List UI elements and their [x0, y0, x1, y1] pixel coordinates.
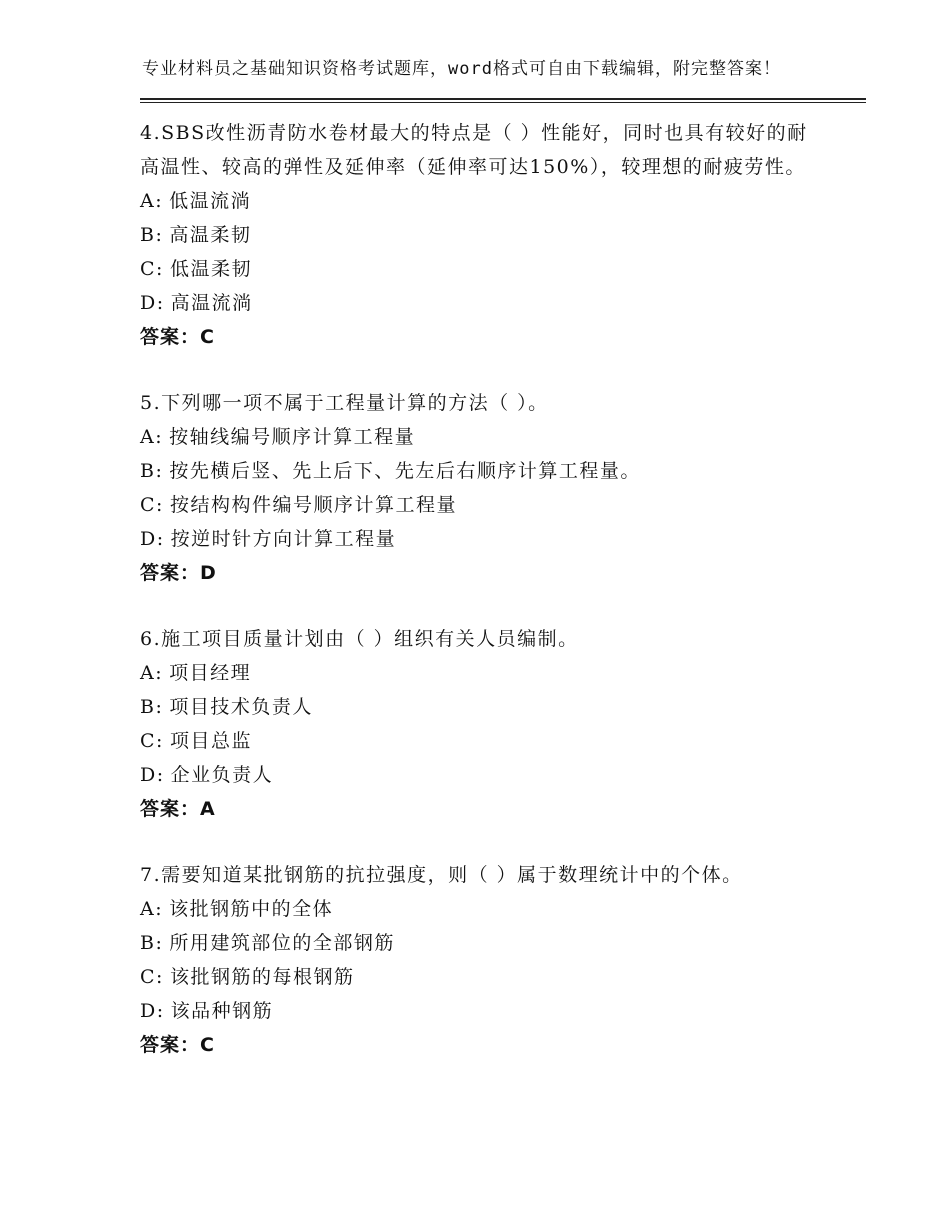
option-b: [140, 454, 820, 488]
option-label: D:: [140, 292, 165, 314]
header-divider-thick: [140, 98, 866, 100]
option-label: B:: [140, 696, 164, 718]
question-stem: 5.下列哪一项不属于工程量计算的方法（ ）。: [140, 392, 549, 414]
question-stem: 7.需要知道某批钢筋的抗拉强度，则（ ）属于数理统计中的个体。: [140, 864, 743, 886]
option-text: 项目经理: [169, 662, 252, 684]
answer-line: 答案：C: [140, 1034, 215, 1056]
option-label: D:: [140, 1000, 165, 1022]
option-a: [140, 184, 820, 218]
option-text: 按逆时针方向计算工程量: [170, 528, 397, 550]
option-text: 项目总监: [169, 730, 252, 752]
option-text: 企业负责人: [170, 764, 274, 786]
option-c: [140, 960, 820, 994]
question-list: [140, 116, 820, 1062]
option-c: [140, 724, 820, 758]
option-a: [140, 656, 820, 690]
option-text: 项目技术负责人: [169, 696, 313, 718]
header-divider-thin: [140, 102, 866, 103]
question-stem: 4.SBS改性沥青防水卷材最大的特点是（ ）性能好，同时也具有较好的耐高温性、较高的弹性及延伸率（延伸率可达150%），较理想的耐疲劳性。: [140, 122, 808, 178]
option-b: [140, 690, 820, 724]
option-label: A:: [140, 662, 164, 684]
question-7: [140, 858, 820, 1062]
option-text: 该批钢筋的每根钢筋: [169, 966, 355, 988]
question-stem: 6.施工项目质量计划由（ ）组织有关人员编制。: [140, 628, 579, 650]
question-6: [140, 622, 820, 826]
option-d: [140, 286, 820, 320]
answer-line: 答案：C: [140, 326, 215, 348]
option-text: 高温柔韧: [169, 224, 252, 246]
answer-line: 答案：D: [140, 562, 217, 584]
option-d: [140, 522, 820, 556]
option-text: 该品种钢筋: [170, 1000, 274, 1022]
option-text: 按结构构件编号顺序计算工程量: [169, 494, 457, 516]
option-text: 按先横后竖、先上后下、先左后右顺序计算工程量。: [169, 460, 641, 482]
option-label: A:: [140, 898, 164, 920]
option-label: A:: [140, 426, 164, 448]
option-d: [140, 758, 820, 792]
question-5: [140, 386, 820, 590]
answer-line: 答案：A: [140, 798, 216, 820]
option-c: [140, 252, 820, 286]
option-label: C:: [140, 258, 164, 280]
option-c: [140, 488, 820, 522]
option-d: [140, 994, 820, 1028]
option-label: C:: [140, 966, 164, 988]
option-text: 所用建筑部位的全部钢筋: [169, 932, 395, 954]
question-4: [140, 116, 820, 354]
option-label: D:: [140, 528, 165, 550]
option-label: B:: [140, 460, 164, 482]
option-text: 低温流淌: [169, 190, 252, 212]
option-label: D:: [140, 764, 165, 786]
page-header: 专业材料员之基础知识资格考试题库，word格式可自由下载编辑，附完整答案！: [142, 59, 781, 79]
option-a: [140, 420, 820, 454]
option-text: 低温柔韧: [169, 258, 252, 280]
option-b: [140, 218, 820, 252]
option-label: A:: [140, 190, 164, 212]
option-text: 高温流淌: [170, 292, 253, 314]
option-label: B:: [140, 932, 164, 954]
option-b: [140, 926, 820, 960]
option-label: C:: [140, 494, 164, 516]
option-label: C:: [140, 730, 164, 752]
option-text: 按轴线编号顺序计算工程量: [169, 426, 416, 448]
option-a: [140, 892, 820, 926]
option-text: 该批钢筋中的全体: [169, 898, 334, 920]
option-label: B:: [140, 224, 164, 246]
